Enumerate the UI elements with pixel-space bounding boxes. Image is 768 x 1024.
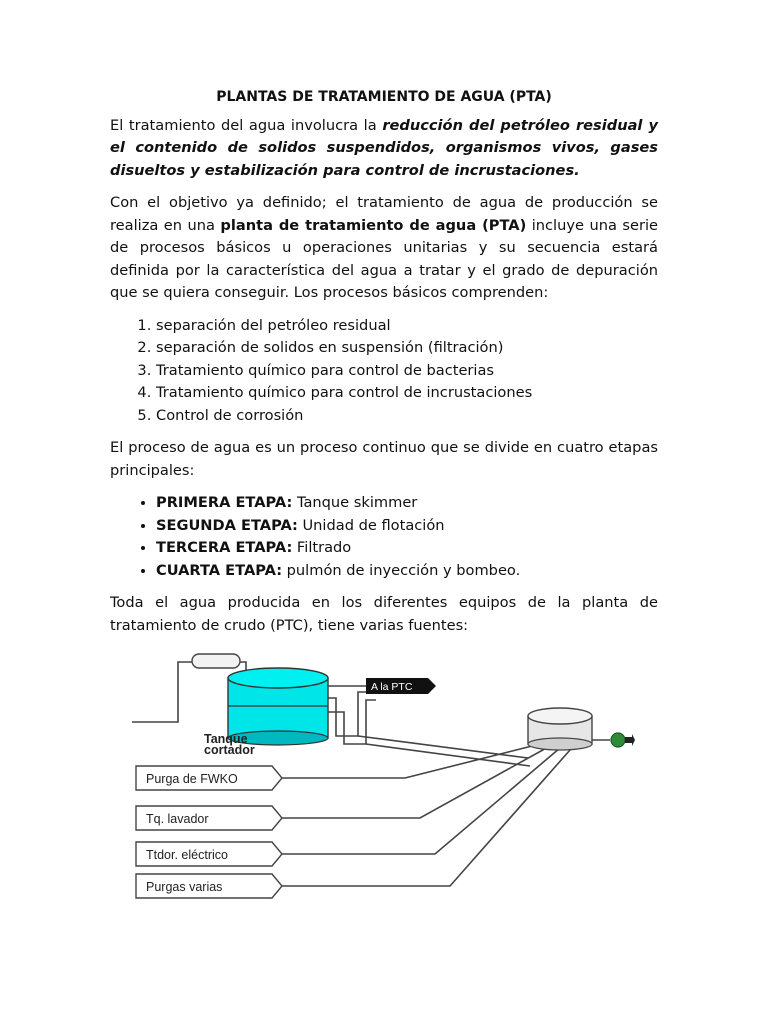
stage-label: CUARTA ETAPA:	[156, 561, 283, 579]
stage-text: pulmón de inyección y bombeo.	[282, 561, 521, 579]
source-label-1: Purga de FWKO	[146, 772, 238, 786]
source-line-2	[280, 746, 550, 818]
list-item	[156, 560, 658, 583]
ptc-label-tip	[428, 678, 436, 694]
list-item	[156, 515, 658, 538]
stage-text: Tanque skimmer	[292, 494, 418, 511]
stage-label: PRIMERA ETAPA:	[156, 494, 293, 511]
stage-label: TERCERA ETAPA:	[156, 539, 293, 556]
paragraph-sources: Toda el agua producida en los diferentes equipos de la planta de tratamiento de crudo (PTC), tiene varias fuentes:	[110, 594, 658, 634]
stage-text: Filtrado	[292, 539, 352, 556]
list-item	[156, 537, 658, 560]
source-box-2	[136, 806, 282, 830]
paragraph-objective-rest: incluye una serie de procesos básicos u operaciones unitarias y su secuencia estará definida por la característica del agua a tratar y el grado de depuración que se quiera conseguir. Los procesos básicos comprenden:	[110, 216, 658, 301]
separator-vessel	[192, 654, 240, 668]
paragraph-intro	[110, 115, 658, 183]
stage-text: Unidad de flotación	[297, 516, 445, 534]
list-item: 4. Tratamiento químico para control de incrustaciones	[156, 382, 658, 405]
document-title: PLANTAS DE TRATAMIENTO DE AGUA (PTA)	[216, 89, 552, 105]
stages-list	[110, 492, 658, 582]
list-item: 1. separación del petróleo residual	[156, 315, 658, 338]
feed-pipe	[132, 662, 194, 722]
pump-icon	[611, 733, 625, 747]
stage-label: SEGUNDA ETAPA:	[156, 516, 298, 534]
list-item: 2. separación de solidos en suspensión (filtración)	[156, 337, 658, 360]
paragraph-objective	[110, 192, 658, 305]
source-box-1	[136, 766, 282, 790]
ptc-arrow-label: A la PTC	[371, 681, 413, 693]
processes-list	[110, 315, 658, 428]
source-label-4: Purgas varias	[146, 880, 223, 894]
tank-label-line1: Tanque	[204, 732, 248, 746]
storage-tank	[528, 708, 592, 750]
paragraph-stages: El proceso de agua es un proceso continuo que se divide en cuatro etapas principales:	[110, 439, 658, 479]
list-item: 5. Control de corrosión	[156, 405, 658, 428]
paragraph-objective-text: Con el objetivo ya definido; el tratamiento de agua de producción se realiza en una	[110, 194, 658, 234]
source-label-2: Tq. lavador	[146, 812, 209, 826]
paragraph-objective-bold: planta de tratamiento de agua (PTA)	[220, 216, 527, 234]
paragraph-intro-emphasis: reducción del petróleo residual y el contenido de solidos suspendidos, organismos vivos, gases disueltos y estabilización para control de incrustaciones.	[110, 116, 659, 179]
source-box-4	[136, 874, 282, 898]
pump-outlet	[625, 734, 635, 746]
paragraph-intro-text: El tratamiento del agua involucra la	[110, 116, 383, 134]
source-box-3	[136, 842, 282, 866]
tank-label-line2: cortador	[204, 743, 255, 757]
document-body	[110, 86, 658, 647]
water-plant-diagram	[130, 640, 640, 910]
list-item: 3. Tratamiento químico para control de bacterias	[156, 360, 658, 383]
source-label-3: Ttdor. eléctrico	[146, 848, 228, 862]
list-item	[156, 492, 658, 515]
